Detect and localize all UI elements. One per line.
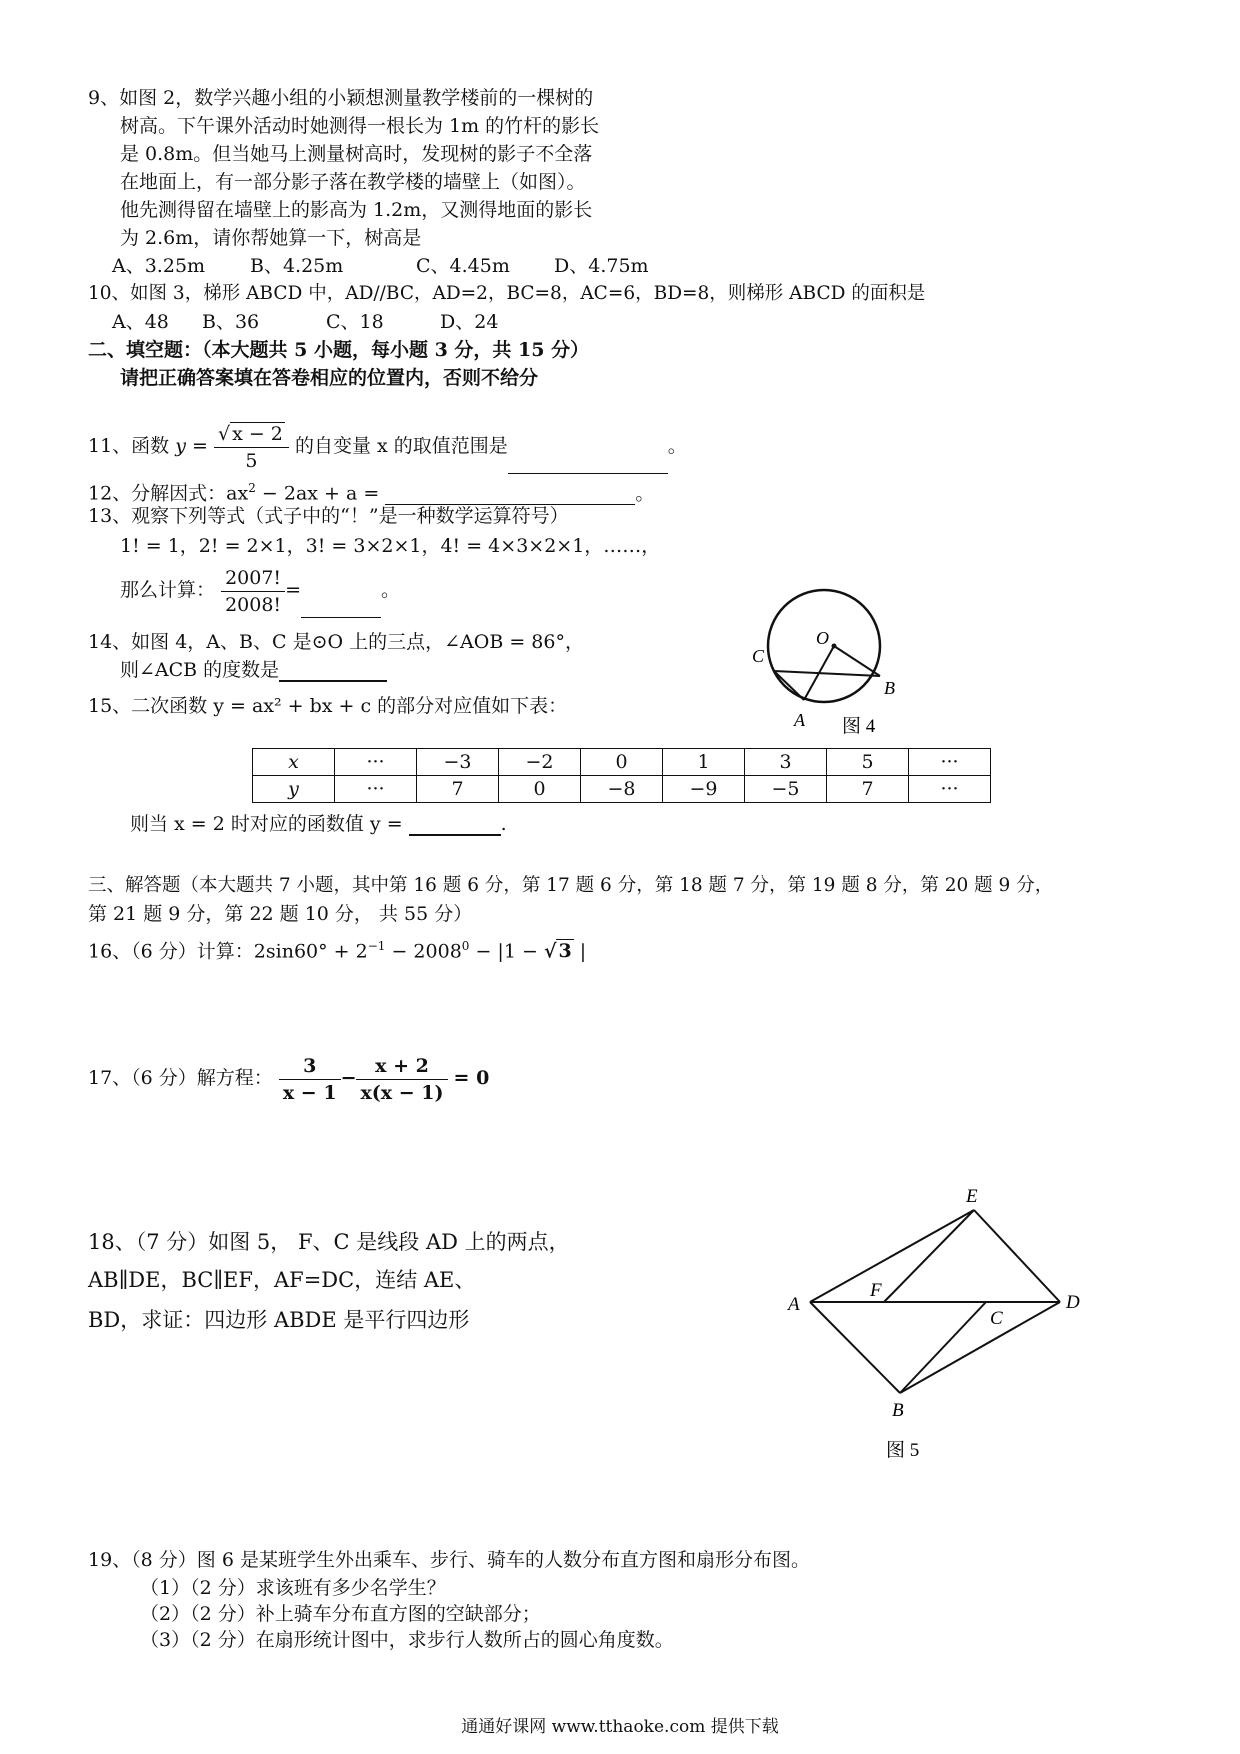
q14-line-1: 14、如图 4，A、B、C 是⊙O 上的三点，∠AOB = 86°， [88, 631, 584, 653]
q16-mid: − 2008 [385, 940, 462, 963]
section-2-title: 二、填空题：（本大题共 5 小题，每小题 3 分，共 15 分） [88, 339, 590, 361]
q16-prefix: 16、（6 分）计算：2sin60° + 2 [88, 940, 368, 963]
q11 [88, 418, 687, 474]
q11-radicand: x − 2 [232, 422, 283, 445]
table-row-x [253, 749, 991, 776]
q17-minus: − [340, 1067, 357, 1089]
q13-answer-blank[interactable] [301, 597, 381, 618]
q18-line-3: BD，求证：四边形 ABDE 是平行四边形 [88, 1308, 470, 1332]
q9-option-d: D、4.75m [554, 255, 649, 277]
q11-denominator: 5 [245, 449, 258, 472]
q13-line-2: 1! = 1，2! = 2×1，3! = 3×2×1，4! = 4×3×2×1，……， [120, 535, 661, 557]
q15-value-table [252, 748, 991, 803]
table-cell: ··· [335, 776, 417, 803]
segment-ab [810, 1302, 900, 1393]
figure-4-caption: 图 4 [842, 716, 876, 737]
q14-answer-blank[interactable] [279, 660, 387, 682]
label-d: D [1066, 1292, 1080, 1313]
section-3-line-2: 第 21 题 9 分，第 22 题 10 分， 共 55 分） [88, 903, 473, 925]
q17-denominator-2: x(x − 1) [360, 1081, 444, 1104]
label-a: A [794, 710, 805, 730]
q13-line-1: 13、观察下列等式（式子中的“！”是一种数学运算符号） [88, 505, 569, 527]
q13-prefix: 那么计算： [120, 579, 216, 601]
q13-eq: = [285, 579, 301, 601]
table-cell: x [253, 749, 335, 776]
q17-prefix: 17、（6 分）解方程： [88, 1067, 273, 1089]
q12-end: 。 [635, 482, 655, 505]
label-f: F [870, 1280, 882, 1301]
q17-denominator-1: x − 1 [282, 1081, 337, 1104]
q16: 16、（6 分）计算：$2\sin 60^\circ + 2^{-1} - 2008^0 - |1$ − √ 3 | [88, 939, 587, 963]
q9-line-3: 是 0.8m。但当她马上测量树高时，发现树的影子不全落 [120, 143, 593, 165]
table-cell: 3 [745, 749, 827, 776]
q16-exp2: 0 [461, 939, 470, 953]
q11-answer-blank[interactable] [508, 453, 668, 474]
segment-ed [974, 1210, 1060, 1302]
q12 [88, 476, 654, 505]
table-cell: ··· [909, 776, 991, 803]
q9-line-6: 为 2.6m，请你帮她算一下，树高是 [120, 227, 422, 249]
table-cell: 7 [827, 776, 909, 803]
center-point-o [832, 644, 837, 649]
q9-option-b: B、4.25m [250, 255, 344, 277]
segment-cb [774, 671, 880, 676]
segment-ae [810, 1210, 974, 1302]
q9-option-a: A、3.25m [112, 255, 206, 277]
q15-line-2-text: 则当 x = 2 时对应的函数值 y = [130, 813, 403, 835]
label-b: B [892, 1400, 904, 1421]
q19-sub-3: （3）（2 分）在扇形统计图中，求步行人数所占的圆心角度数。 [140, 1629, 674, 1651]
figure-5-parallelogram-diagram [780, 1180, 1100, 1470]
table-row-y [253, 776, 991, 803]
q17-fraction-2 [356, 1053, 447, 1106]
q17-numerator-2: x + 2 [356, 1053, 447, 1080]
table-cell: ··· [335, 749, 417, 776]
q19-line-1: 19、（8 分）图 6 是某班学生外出乘车、步行、骑车的人数分布直方图和扇形分布图。 [88, 1549, 810, 1571]
q13-numerator: 2007! [221, 565, 285, 592]
section-3-line-1: 三、解答题（本大题共 7 小题，其中第 16 题 6 分，第 17 题 6 分，第 18 题 7 分，第 19 题 8 分，第 20 题 9 分， [88, 875, 1054, 896]
label-a: A [788, 1294, 800, 1315]
label-c: C [990, 1308, 1003, 1329]
table-cell: −3 [417, 749, 499, 776]
q11-end: 。 [667, 435, 687, 457]
q17-rhs: = 0 [453, 1067, 490, 1089]
q17-numerator-1: 3 [279, 1053, 341, 1080]
q15-answer-blank[interactable] [409, 814, 501, 836]
figure-4-circle-diagram [740, 590, 900, 740]
table-cell: −8 [581, 776, 663, 803]
q18-line-2: AB∥DE，BC∥EF，AF=DC，连结 AE、 [88, 1268, 476, 1292]
q9-line-1: 9、如图 2，数学兴趣小组的小颖想测量教学楼前的一棵树的 [88, 87, 594, 109]
table-cell: −5 [745, 776, 827, 803]
q14-line-2-text: 则∠ACB 的度数是 [120, 659, 280, 681]
section-2-note: 请把正确答案填在答卷相应的位置内，否则不给分 [120, 367, 539, 389]
page-footer: 通通好课网 www.tthaoke.com 提供下载 [461, 1717, 779, 1737]
segment-ob [834, 646, 880, 676]
label-e: E [966, 1186, 978, 1207]
q11-y-eq: y = [175, 435, 208, 457]
table-cell: 0 [499, 776, 581, 803]
segment-fe [884, 1210, 974, 1302]
table-cell: −2 [499, 749, 581, 776]
q13-line-3 [120, 562, 400, 618]
q11-prefix: 11、函数 [88, 435, 170, 457]
table-cell: −9 [663, 776, 745, 803]
q13-fraction [221, 565, 285, 618]
segment-ca [774, 671, 804, 700]
table-cell: 1 [663, 749, 745, 776]
q10-option-d: D、24 [440, 311, 499, 333]
table-cell: 7 [417, 776, 499, 803]
label-o: O [816, 628, 829, 648]
segment-bc [900, 1302, 986, 1393]
q12-exp: 2 [248, 481, 256, 495]
q19-sub-1: （1）（2 分）求该班有多少名学生？ [140, 1577, 446, 1599]
q10-option-b: B、36 [202, 311, 260, 333]
q15-line-2 [130, 812, 507, 836]
q9-line-2: 树高。下午课外活动时她测得一根长为 1m 的竹杆的影长 [120, 115, 600, 137]
q14-line-2 [120, 658, 387, 682]
q18-line-1: 18、（7 分）如图 5， F、C 是线段 AD 上的两点， [88, 1230, 570, 1254]
label-c: C [752, 646, 765, 666]
q12-prefix: 12、分解因式：ax [88, 482, 249, 505]
q9-line-4: 在地面上，有一部分影子落在教学楼的墙壁上（如图）。 [120, 171, 586, 193]
q10-option-c: C、18 [326, 311, 384, 333]
q12-answer-blank[interactable] [385, 484, 635, 505]
q15-line-1: 15、二次函数 y = ax² + bx + c 的部分对应值如下表： [88, 695, 568, 717]
q16-radicand: 3 [558, 940, 572, 963]
segment-bd [900, 1302, 1060, 1393]
label-b: B [884, 678, 895, 698]
table-cell: ··· [909, 749, 991, 776]
q19-sub-2: （2）（2 分）补上骑车分布直方图的空缺部分； [140, 1603, 541, 1625]
q9-line-5: 他先测得留在墙壁上的影高为 1.2m，又测得地面的影长 [120, 199, 593, 221]
q13-denominator: 2008! [225, 593, 282, 616]
q10-option-a: A、48 [112, 311, 169, 333]
q16-tail: − |1 − [469, 940, 538, 963]
q16-close: | [573, 940, 587, 963]
q16-exp1: −1 [367, 939, 386, 953]
table-cell: y [253, 776, 335, 803]
q11-suffix: 的自变量 x 的取值范围是 [294, 435, 508, 457]
table-cell: 5 [827, 749, 909, 776]
q15-end: . [500, 813, 507, 835]
q17 [88, 1048, 489, 1108]
q12-mid: − 2ax + a = [255, 482, 380, 505]
q17-fraction-1 [279, 1053, 341, 1106]
q10-text: 10、如图 3，梯形 ABCD 中，AD//BC，AD=2，BC=8，AC=6，BD=8，则梯形 ABCD 的面积是 [88, 283, 926, 304]
q13-end: 。 [380, 579, 400, 601]
q9-option-c: C、4.45m [416, 255, 510, 277]
figure-5-caption: 图 5 [886, 1440, 920, 1461]
q11-fraction: $\frac{√ x - 2}{5}$ [214, 421, 289, 474]
table-cell: 0 [581, 749, 663, 776]
